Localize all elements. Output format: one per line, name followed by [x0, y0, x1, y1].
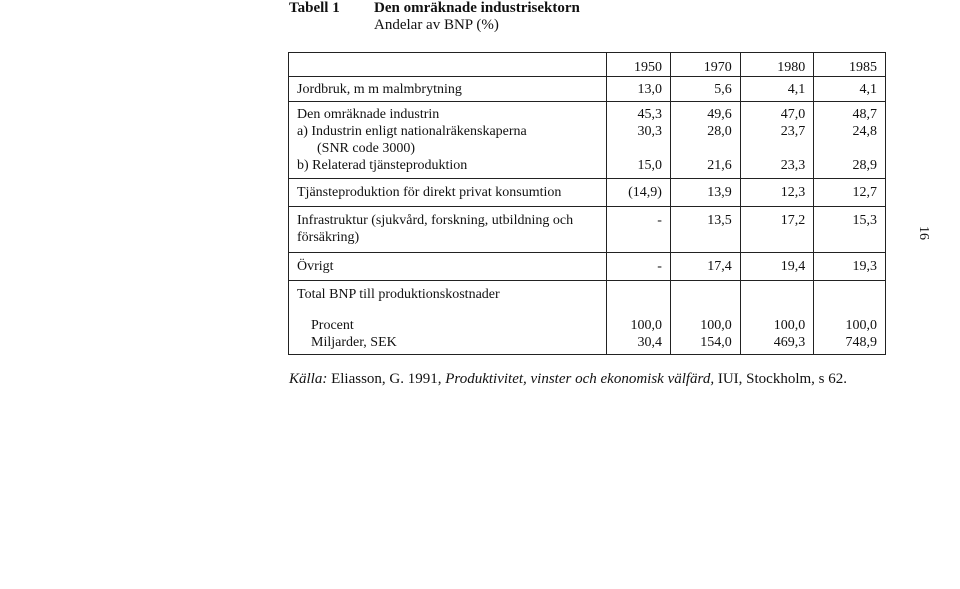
- year-header: 1985: [814, 53, 886, 77]
- table-row: [289, 253, 886, 281]
- table-row: [289, 102, 886, 124]
- row-label: Total BNP till produktionskostnader: [289, 281, 607, 318]
- cell: 19,4: [740, 253, 814, 281]
- row-label: Jordbruk, m m malmbrytning: [289, 77, 607, 102]
- row-label-cell: [289, 140, 607, 157]
- row-label: a) Industrin enligt nationalräkenskaperna: [289, 123, 607, 140]
- row-label: Tjänsteproduktion för direkt privat konsumtion: [289, 179, 607, 207]
- cell: 17,4: [670, 253, 740, 281]
- cell: 21,6: [670, 157, 740, 179]
- source-note: [289, 371, 847, 388]
- row-label: b) Relaterad tjänsteproduktion: [289, 157, 607, 179]
- source-prefix: Källa:: [289, 371, 328, 387]
- row-label: Procent: [311, 318, 354, 333]
- row-label-cell: [289, 317, 607, 334]
- cell: 30,3: [606, 123, 670, 140]
- cell: 30,4: [606, 334, 670, 355]
- cell: 4,1: [740, 77, 814, 102]
- cell: -: [606, 207, 670, 253]
- cell: 13,9: [670, 179, 740, 207]
- source-work: Produktivitet, vinster och ekonomisk välfärd,: [445, 371, 715, 387]
- cell: 100,0: [814, 317, 886, 334]
- header-empty-cell: [289, 53, 607, 77]
- table-row: [289, 334, 886, 355]
- cell: 13,0: [606, 77, 670, 102]
- cell: 15,0: [606, 157, 670, 179]
- cell: 45,3: [606, 102, 670, 124]
- table-header-row: [289, 53, 886, 77]
- row-label-cell: [289, 334, 607, 355]
- table-row: [289, 317, 886, 334]
- cell: 100,0: [670, 317, 740, 334]
- cell: 5,6: [670, 77, 740, 102]
- page-number: 16: [916, 226, 931, 240]
- source-author: Eliasson, G. 1991,: [327, 371, 446, 387]
- table-row: [289, 140, 886, 157]
- cell: 23,7: [740, 123, 814, 140]
- cell: 12,3: [740, 179, 814, 207]
- table-row: [289, 77, 886, 102]
- cell: 15,3: [814, 207, 886, 253]
- cell: 12,7: [814, 179, 886, 207]
- cell: 28,0: [670, 123, 740, 140]
- cell: 48,7: [814, 102, 886, 124]
- cell: 469,3: [740, 334, 814, 355]
- cell: 154,0: [670, 334, 740, 355]
- row-label: (SNR code 3000): [317, 141, 415, 156]
- cell: 23,3: [740, 157, 814, 179]
- cell: [740, 140, 814, 157]
- table-title: Den omräknade industrisektorn: [374, 0, 580, 16]
- table-row: [289, 207, 886, 253]
- cell: 100,0: [740, 317, 814, 334]
- table-row: [289, 123, 886, 140]
- cell: 4,1: [814, 77, 886, 102]
- cell: [814, 281, 886, 318]
- row-label: Miljarder, SEK: [311, 335, 397, 350]
- cell: 17,2: [740, 207, 814, 253]
- cell: 13,5: [670, 207, 740, 253]
- data-table: [288, 52, 886, 355]
- year-header: 1980: [740, 53, 814, 77]
- cell: [670, 140, 740, 157]
- cell: 24,8: [814, 123, 886, 140]
- cell: [670, 281, 740, 318]
- cell: 49,6: [670, 102, 740, 124]
- row-label: Övrigt: [289, 253, 607, 281]
- row-label: Den omräknade industrin: [289, 102, 607, 124]
- table-row: [289, 281, 886, 318]
- cell: [814, 140, 886, 157]
- table-label: Tabell 1: [289, 0, 340, 16]
- cell: 28,9: [814, 157, 886, 179]
- cell: [606, 140, 670, 157]
- year-header: 1970: [670, 53, 740, 77]
- table-row: [289, 157, 886, 179]
- row-label: Infrastruktur (sjukvård, forskning, utbildning och försäkring): [289, 207, 607, 253]
- year-header: 1950: [606, 53, 670, 77]
- cell: 100,0: [606, 317, 670, 334]
- table-subtitle: Andelar av BNP (%): [374, 17, 499, 33]
- cell: [606, 281, 670, 318]
- cell: 47,0: [740, 102, 814, 124]
- cell: -: [606, 253, 670, 281]
- source-rest: IUI, Stockholm, s 62.: [714, 371, 848, 387]
- cell: 19,3: [814, 253, 886, 281]
- cell: [740, 281, 814, 318]
- cell: (14,9): [606, 179, 670, 207]
- cell: 748,9: [814, 334, 886, 355]
- table-row: [289, 179, 886, 207]
